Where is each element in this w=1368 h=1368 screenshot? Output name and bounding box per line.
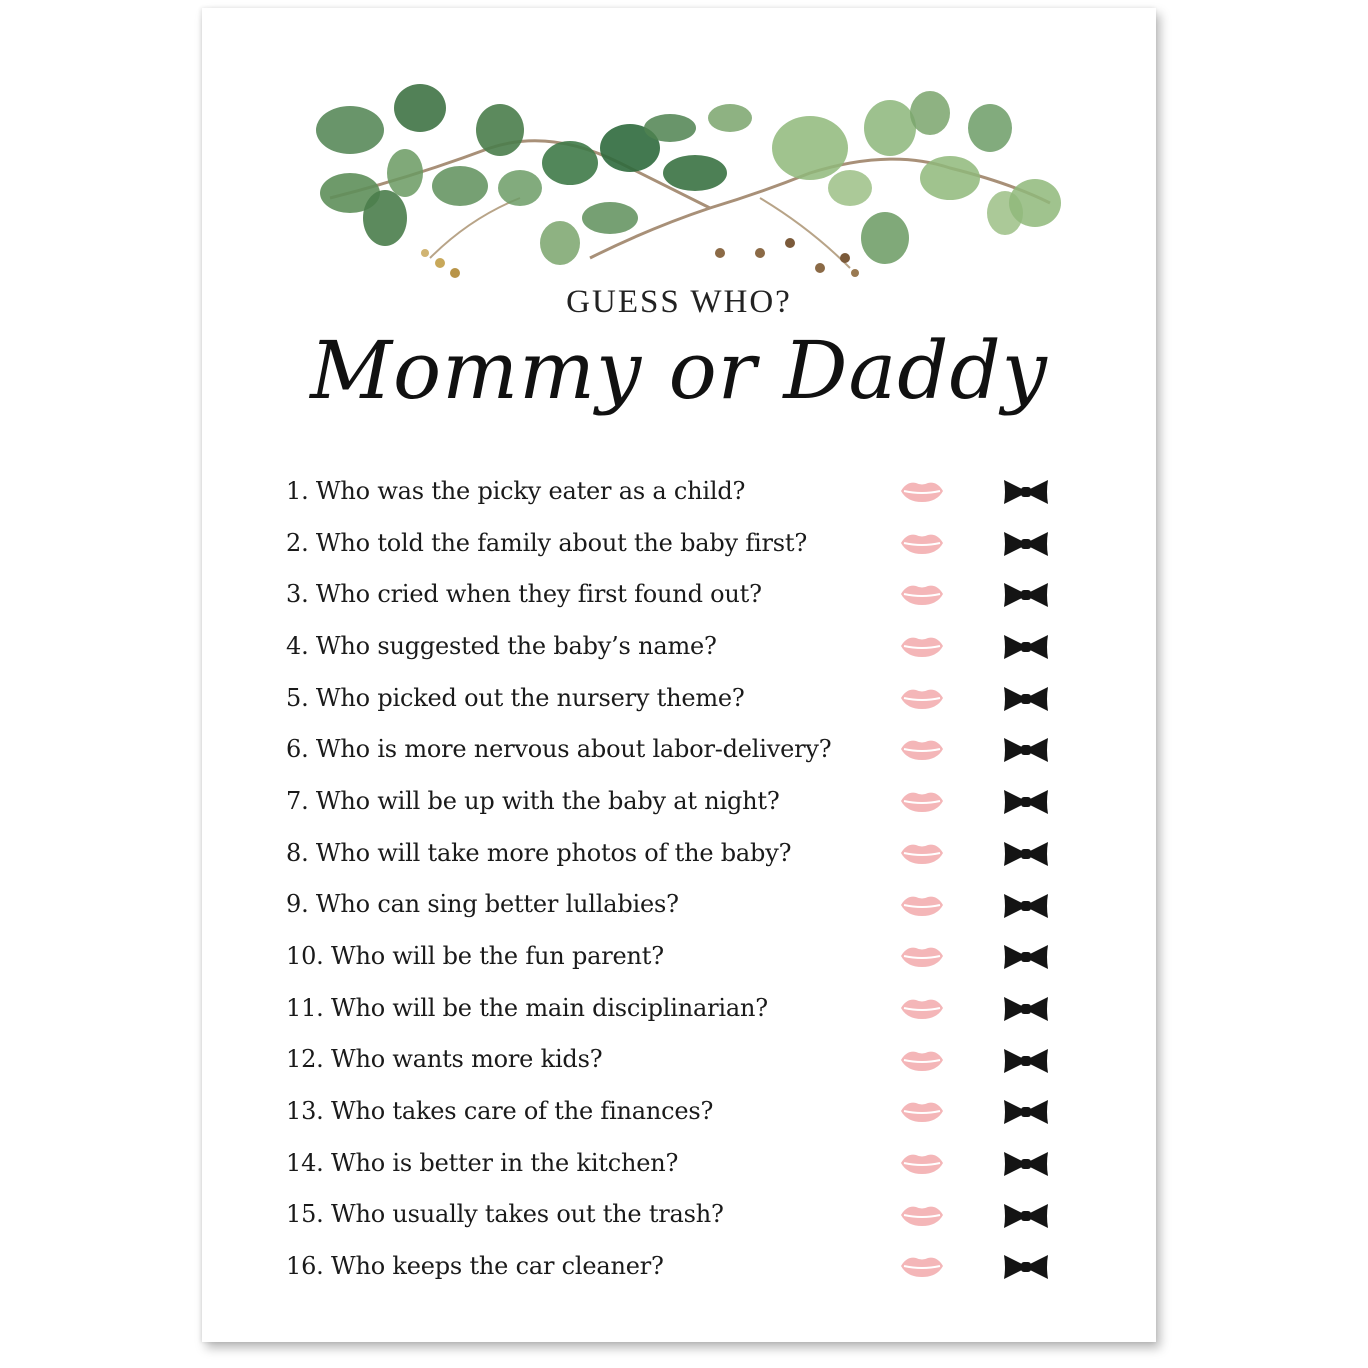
bowtie-icon[interactable] — [1002, 1149, 1050, 1179]
question-row — [286, 620, 1146, 672]
bowtie-icon[interactable] — [1002, 477, 1050, 507]
lips-icon[interactable] — [899, 1047, 945, 1073]
question-text: 15. Who usually takes out the trash? — [286, 1200, 724, 1229]
lips-icon[interactable] — [899, 840, 945, 866]
question-row — [286, 1085, 1146, 1137]
question-text: 2. Who told the family about the baby first? — [286, 528, 807, 557]
bowtie-icon[interactable] — [1002, 735, 1050, 765]
question-text: 6. Who is more nervous about labor-delivery? — [286, 735, 832, 764]
lips-icon[interactable] — [899, 1150, 945, 1176]
question-row — [286, 672, 1146, 724]
question-list — [286, 465, 1146, 1292]
question-text: 7. Who will be up with the baby at night? — [286, 786, 780, 815]
eucalyptus-garland-icon — [290, 68, 1070, 288]
question-row — [286, 465, 1146, 517]
bowtie-icon[interactable] — [1002, 684, 1050, 714]
lips-icon[interactable] — [899, 685, 945, 711]
bowtie-icon[interactable] — [1002, 1097, 1050, 1127]
lips-icon[interactable] — [899, 892, 945, 918]
subtitle: GUESS WHO? — [566, 284, 792, 320]
question-row — [286, 568, 1146, 620]
question-row — [286, 723, 1146, 775]
lips-icon[interactable] — [899, 995, 945, 1021]
bowtie-icon[interactable] — [1002, 891, 1050, 921]
lips-icon[interactable] — [899, 1253, 945, 1279]
question-row — [286, 982, 1146, 1034]
lips-icon[interactable] — [899, 1098, 945, 1124]
bowtie-icon[interactable] — [1002, 787, 1050, 817]
bowtie-icon[interactable] — [1002, 994, 1050, 1024]
question-row — [286, 1189, 1146, 1241]
lips-icon[interactable] — [899, 581, 945, 607]
bowtie-icon[interactable] — [1002, 529, 1050, 559]
lips-icon[interactable] — [899, 736, 945, 762]
question-text: 4. Who suggested the baby’s name? — [286, 631, 717, 660]
question-text: 5. Who picked out the nursery theme? — [286, 683, 745, 712]
lips-icon[interactable] — [899, 478, 945, 504]
question-text: 10. Who will be the fun parent? — [286, 942, 664, 971]
game-card — [202, 8, 1156, 1342]
question-row — [286, 775, 1146, 827]
question-text: 8. Who will take more photos of the baby? — [286, 838, 792, 867]
question-text: 3. Who cried when they first found out? — [286, 580, 762, 609]
question-row — [286, 1240, 1146, 1292]
question-row — [286, 1137, 1146, 1189]
question-text: 1. Who was the picky eater as a child? — [286, 476, 746, 505]
bowtie-icon[interactable] — [1002, 942, 1050, 972]
lips-icon[interactable] — [899, 943, 945, 969]
question-text: 9. Who can sing better lullabies? — [286, 890, 679, 919]
bowtie-icon[interactable] — [1002, 632, 1050, 662]
lips-icon[interactable] — [899, 1202, 945, 1228]
bowtie-icon[interactable] — [1002, 1252, 1050, 1282]
question-row — [286, 879, 1146, 931]
question-row — [286, 930, 1146, 982]
page-title: Mommy or Daddy — [310, 324, 1048, 417]
lips-icon[interactable] — [899, 633, 945, 659]
question-row — [286, 517, 1146, 569]
bowtie-icon[interactable] — [1002, 839, 1050, 869]
question-text: 13. Who takes care of the finances? — [286, 1097, 714, 1126]
question-text: 16. Who keeps the car cleaner? — [286, 1252, 664, 1281]
question-text: 14. Who is better in the kitchen? — [286, 1148, 679, 1177]
question-text: 11. Who will be the main disciplinarian? — [286, 993, 768, 1022]
question-row — [286, 1034, 1146, 1086]
bowtie-icon[interactable] — [1002, 1046, 1050, 1076]
question-row — [286, 827, 1146, 879]
bowtie-icon[interactable] — [1002, 580, 1050, 610]
bowtie-icon[interactable] — [1002, 1201, 1050, 1231]
lips-icon[interactable] — [899, 788, 945, 814]
lips-icon[interactable] — [899, 530, 945, 556]
question-text: 12. Who wants more kids? — [286, 1045, 603, 1074]
